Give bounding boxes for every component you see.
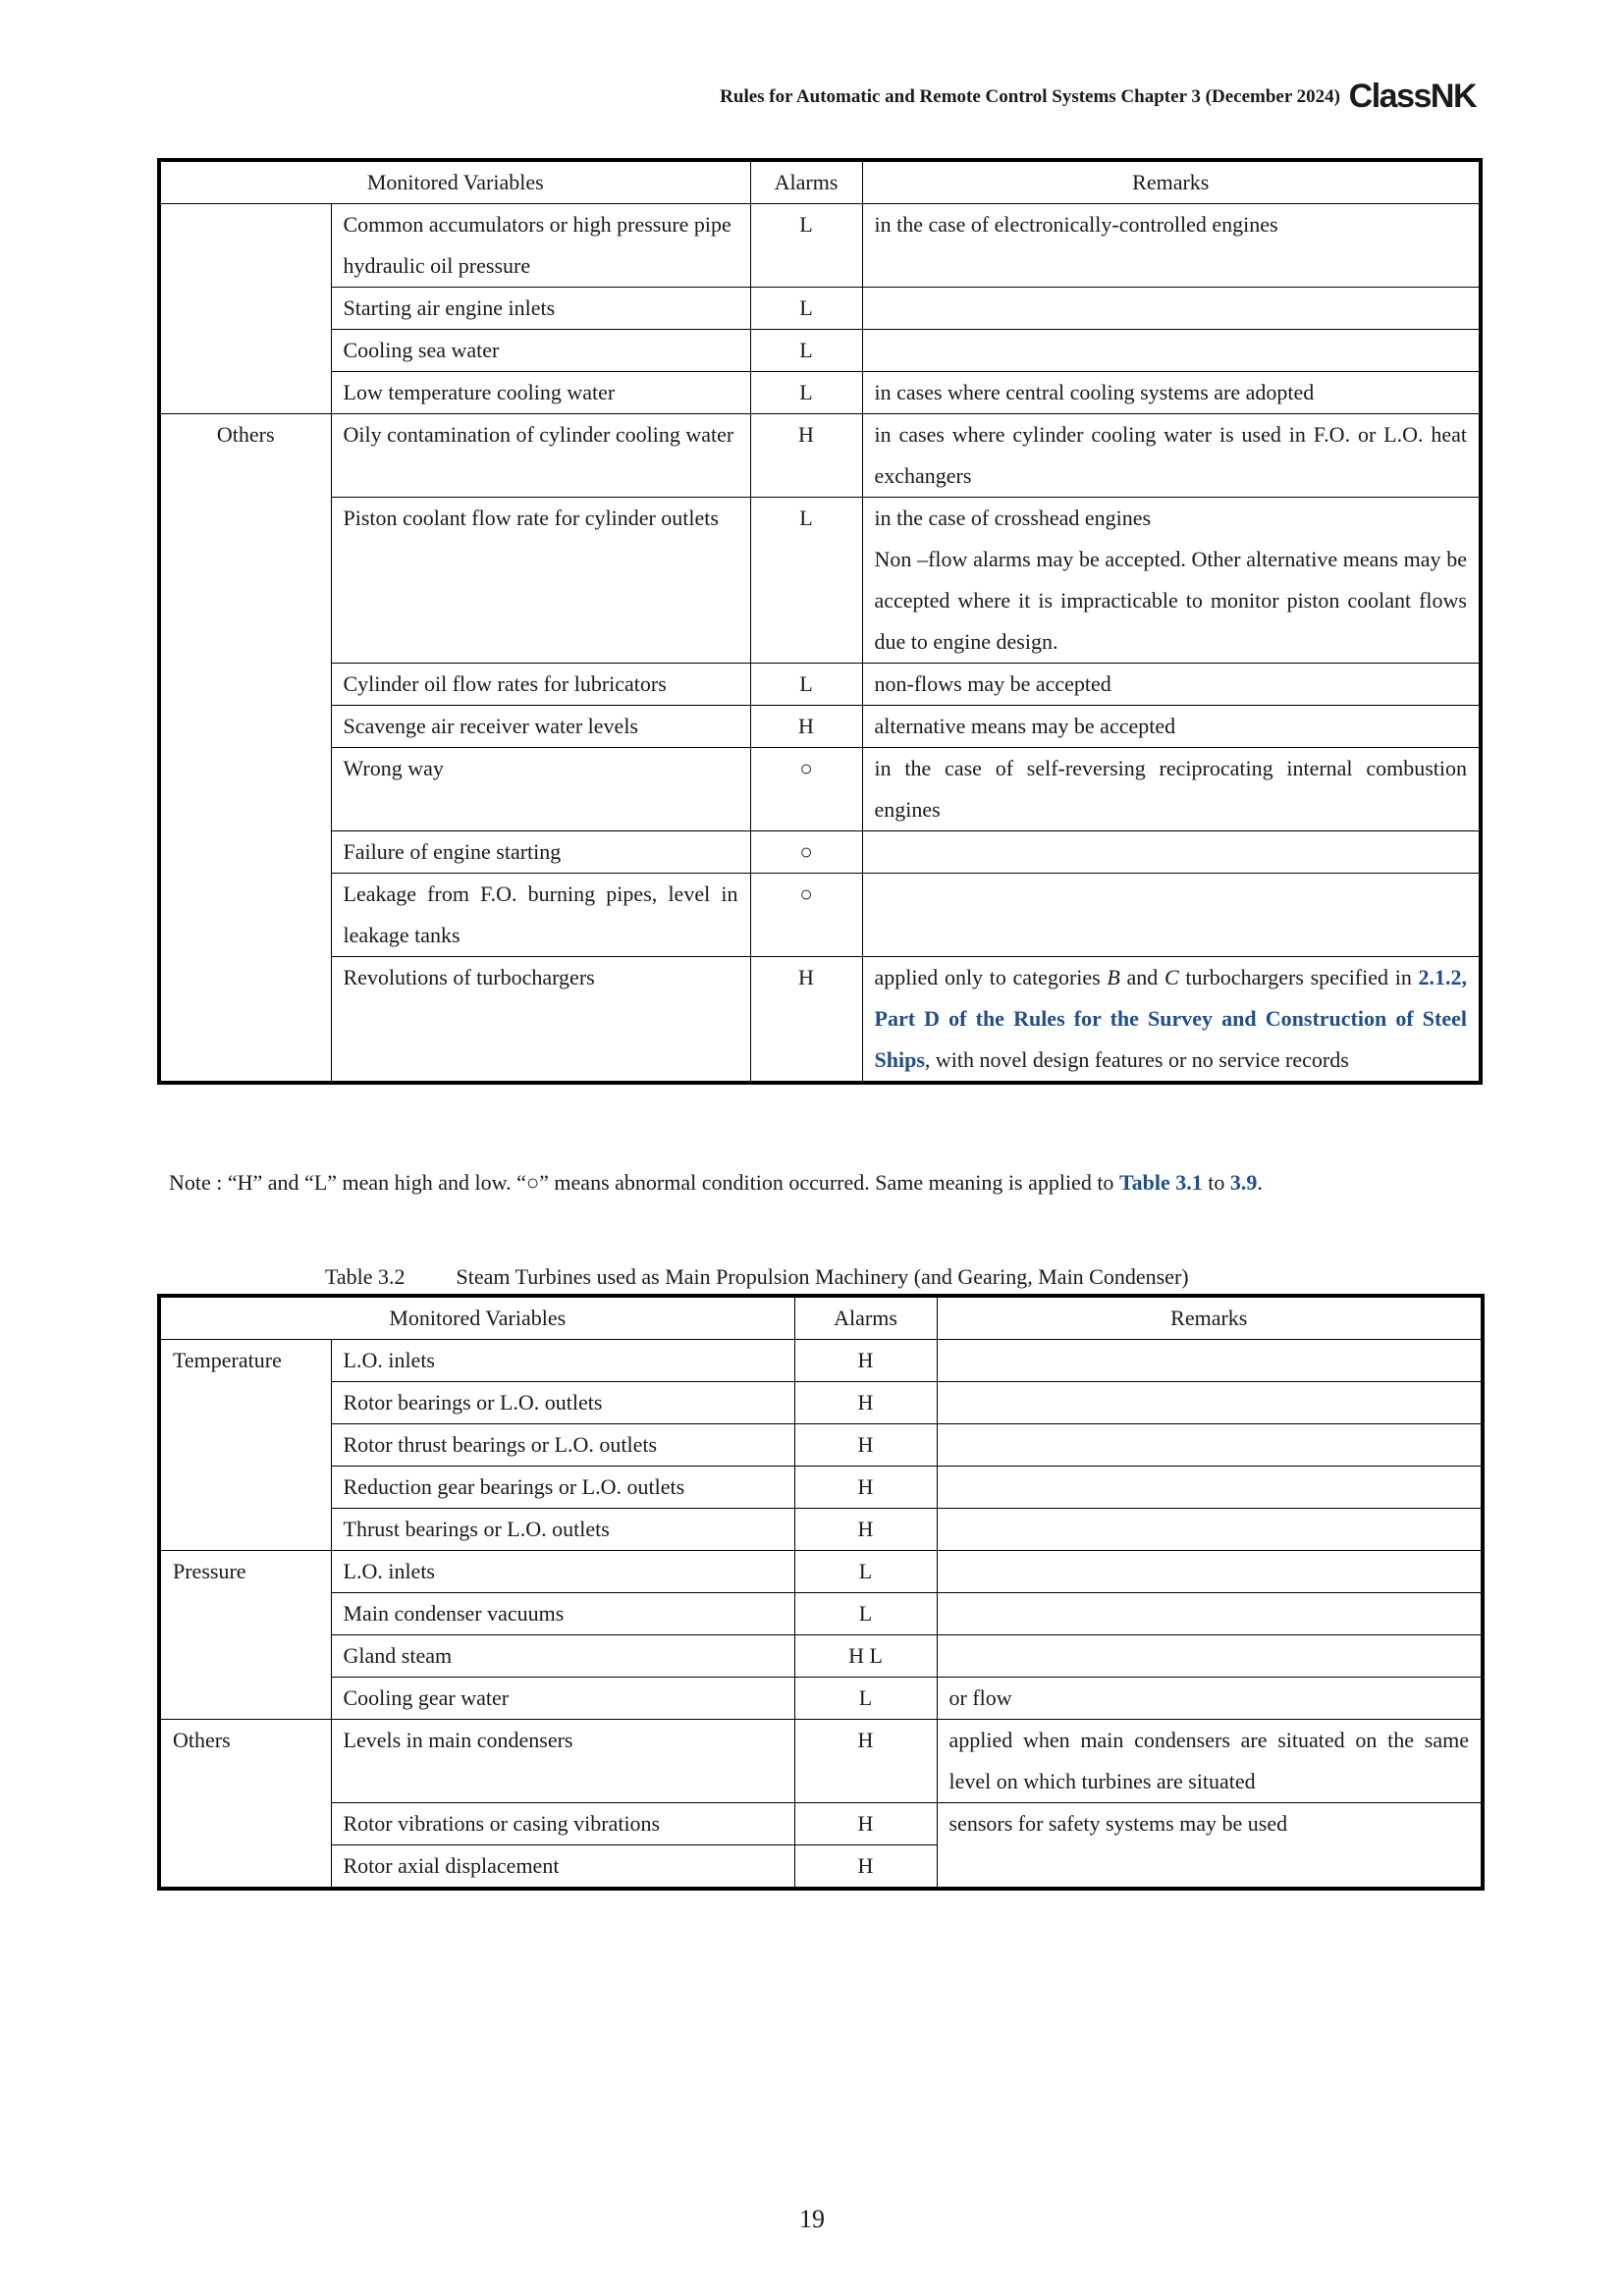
alarm-cell: L bbox=[750, 498, 862, 664]
table-row bbox=[159, 1803, 1483, 1845]
remark-cell bbox=[862, 498, 1481, 664]
variable-cell: Levels in main condensers bbox=[331, 1720, 794, 1803]
variable-cell: Leakage from F.O. burning pipes, level in leakage tanks bbox=[331, 874, 750, 957]
variable-cell: Rotor axial displacement bbox=[331, 1845, 794, 1890]
remark-cell bbox=[937, 1467, 1483, 1509]
table-row bbox=[159, 1424, 1483, 1467]
remark-cell: in cases where central cooling systems are adopted bbox=[862, 372, 1481, 414]
header-alarms: Alarms bbox=[750, 160, 862, 204]
remark-cell bbox=[937, 1593, 1483, 1635]
table-row bbox=[159, 1593, 1483, 1635]
table-row bbox=[159, 1340, 1483, 1382]
table-row bbox=[159, 1635, 1483, 1678]
alarm-cell: H L bbox=[794, 1635, 937, 1678]
table-row bbox=[159, 204, 1481, 288]
rules-reference-link[interactable]: 2.1.2, Part D of the Rules for the Survey and Construction of Steel Ships bbox=[874, 965, 1467, 1072]
table-header-row bbox=[159, 160, 1481, 204]
variable-cell: Cooling gear water bbox=[331, 1678, 794, 1720]
remark-cell bbox=[937, 1509, 1483, 1551]
note-text: . bbox=[1257, 1170, 1263, 1195]
table-row bbox=[159, 288, 1481, 330]
remark-cell: in the case of self-reversing reciprocating internal combustion engines bbox=[862, 748, 1481, 831]
header-monitored-variables: Monitored Variables bbox=[159, 160, 750, 204]
table-3-2 bbox=[157, 1294, 1485, 1891]
variable-cell: L.O. inlets bbox=[331, 1551, 794, 1593]
alarm-cell: H bbox=[794, 1720, 937, 1803]
remark-text: applied only to categories bbox=[874, 965, 1108, 989]
table-row bbox=[159, 498, 1481, 664]
variable-cell: Starting air engine inlets bbox=[331, 288, 750, 330]
table-header-row bbox=[159, 1296, 1483, 1340]
variable-cell: Cooling sea water bbox=[331, 330, 750, 372]
table-row bbox=[159, 1720, 1483, 1803]
remark-cell bbox=[937, 1635, 1483, 1678]
table-note bbox=[169, 1168, 1263, 1198]
alarm-cell: H bbox=[750, 706, 862, 748]
table-row bbox=[159, 957, 1481, 1084]
variable-cell: Revolutions of turbochargers bbox=[331, 957, 750, 1084]
alarm-cell: H bbox=[794, 1803, 937, 1845]
variable-cell: Failure of engine starting bbox=[331, 831, 750, 874]
table-3-1-continued bbox=[157, 158, 1483, 1085]
remark-cell: or flow bbox=[937, 1678, 1483, 1720]
remark-cell bbox=[937, 1382, 1483, 1424]
alarm-cell: ○ bbox=[750, 874, 862, 957]
caption-title: Steam Turbines used as Main Propulsion Machinery (and Gearing, Main Condenser) bbox=[456, 1264, 1189, 1289]
table-row bbox=[159, 831, 1481, 874]
remark-cell: applied when main condensers are situated on the same level on which turbines are situated bbox=[937, 1720, 1483, 1803]
table-3-9-link[interactable]: 3.9 bbox=[1229, 1170, 1258, 1195]
remark-text: , with novel design features or no service records bbox=[924, 1047, 1349, 1072]
alarm-cell: ○ bbox=[750, 748, 862, 831]
remark-cell bbox=[937, 1551, 1483, 1593]
remark-cell bbox=[862, 288, 1481, 330]
variable-cell: Rotor vibrations or casing vibrations bbox=[331, 1803, 794, 1845]
header-title: Rules for Automatic and Remote Control Systems Chapter 3 (December 2024) bbox=[720, 86, 1340, 107]
variable-cell: Oily contamination of cylinder cooling water bbox=[331, 414, 750, 498]
category-c-text: C bbox=[1164, 965, 1179, 989]
variable-cell: Rotor thrust bearings or L.O. outlets bbox=[331, 1424, 794, 1467]
alarm-cell: L bbox=[750, 372, 862, 414]
group-cell-temperature: Temperature bbox=[159, 1340, 331, 1551]
table-row bbox=[159, 330, 1481, 372]
alarm-cell: H bbox=[794, 1467, 937, 1509]
group-cell-pressure: Pressure bbox=[159, 1551, 331, 1720]
table-row bbox=[159, 748, 1481, 831]
classnk-logo: ClassNK bbox=[1348, 78, 1476, 115]
remark-text: turbochargers specified in bbox=[1178, 965, 1419, 989]
table-row bbox=[159, 372, 1481, 414]
variable-cell: Rotor bearings or L.O. outlets bbox=[331, 1382, 794, 1424]
table-3-1-link[interactable]: Table 3.1 bbox=[1118, 1170, 1203, 1195]
table-row bbox=[159, 664, 1481, 706]
remark-cell: in cases where cylinder cooling water is used in F.O. or L.O. heat exchangers bbox=[862, 414, 1481, 498]
variable-cell: Common accumulators or high pressure pipe hydraulic oil pressure bbox=[331, 204, 750, 288]
group-cell-others: Others bbox=[159, 414, 331, 1084]
table-row bbox=[159, 874, 1481, 957]
table-row bbox=[159, 1467, 1483, 1509]
remark-cell: sensors for safety systems may be used bbox=[937, 1803, 1483, 1890]
page-number: 19 bbox=[799, 2205, 825, 2233]
remark-cell: in the case of electronically-controlled engines bbox=[862, 204, 1481, 288]
table-row bbox=[159, 1551, 1483, 1593]
variable-cell: Main condenser vacuums bbox=[331, 1593, 794, 1635]
table-row bbox=[159, 1678, 1483, 1720]
table-row bbox=[159, 706, 1481, 748]
variable-cell: L.O. inlets bbox=[331, 1340, 794, 1382]
caption-number: Table 3.2 bbox=[325, 1264, 406, 1289]
alarm-cell: H bbox=[794, 1340, 937, 1382]
alarm-cell: L bbox=[750, 664, 862, 706]
note-text: to bbox=[1202, 1170, 1230, 1195]
table-row bbox=[159, 1382, 1483, 1424]
remark-line: in the case of crosshead engines bbox=[874, 506, 1152, 530]
alarm-cell: L bbox=[794, 1678, 937, 1720]
group-cell-blank bbox=[159, 204, 331, 414]
remark-cell: non-flows may be accepted bbox=[862, 664, 1481, 706]
alarm-cell: L bbox=[750, 288, 862, 330]
alarm-cell: L bbox=[750, 330, 862, 372]
variable-cell: Piston coolant flow rate for cylinder outlets bbox=[331, 498, 750, 664]
remark-cell bbox=[862, 330, 1481, 372]
category-b-text: B bbox=[1107, 965, 1120, 989]
alarm-cell: ○ bbox=[750, 831, 862, 874]
page-header bbox=[0, 77, 1476, 116]
variable-cell: Thrust bearings or L.O. outlets bbox=[331, 1509, 794, 1551]
alarm-cell: H bbox=[750, 957, 862, 1084]
remark-cell bbox=[937, 1424, 1483, 1467]
header-remarks: Remarks bbox=[862, 160, 1481, 204]
header-remarks: Remarks bbox=[937, 1296, 1483, 1340]
remark-cell bbox=[937, 1340, 1483, 1382]
remark-cell bbox=[862, 874, 1481, 957]
alarm-cell: H bbox=[750, 414, 862, 498]
alarm-cell: H bbox=[794, 1382, 937, 1424]
variable-cell: Reduction gear bearings or L.O. outlets bbox=[331, 1467, 794, 1509]
table-row bbox=[159, 1509, 1483, 1551]
table-caption bbox=[325, 1264, 1189, 1290]
remark-cell: alternative means may be accepted bbox=[862, 706, 1481, 748]
alarm-cell: L bbox=[794, 1593, 937, 1635]
variable-cell: Gland steam bbox=[331, 1635, 794, 1678]
variable-cell: Scavenge air receiver water levels bbox=[331, 706, 750, 748]
header-monitored-variables: Monitored Variables bbox=[159, 1296, 794, 1340]
variable-cell: Cylinder oil flow rates for lubricators bbox=[331, 664, 750, 706]
remark-text: and bbox=[1119, 965, 1164, 989]
remark-cell bbox=[862, 831, 1481, 874]
remark-cell bbox=[862, 957, 1481, 1084]
table-row bbox=[159, 414, 1481, 498]
alarm-cell: H bbox=[794, 1424, 937, 1467]
group-cell-others: Others bbox=[159, 1720, 331, 1890]
note-text: Note : “H” and “L” mean high and low. “○” means abnormal condition occurred. Same meaning is applied to bbox=[169, 1170, 1119, 1195]
header-alarms: Alarms bbox=[794, 1296, 937, 1340]
alarm-cell: L bbox=[750, 204, 862, 288]
alarm-cell: H bbox=[794, 1509, 937, 1551]
remark-line: Non –flow alarms may be accepted. Other alternative means may be accepted where it is impracticable to monitor piston coolant flows due to engine design. bbox=[874, 547, 1467, 654]
variable-cell: Low temperature cooling water bbox=[331, 372, 750, 414]
alarm-cell: L bbox=[794, 1551, 937, 1593]
variable-cell: Wrong way bbox=[331, 748, 750, 831]
alarm-cell: H bbox=[794, 1845, 937, 1890]
